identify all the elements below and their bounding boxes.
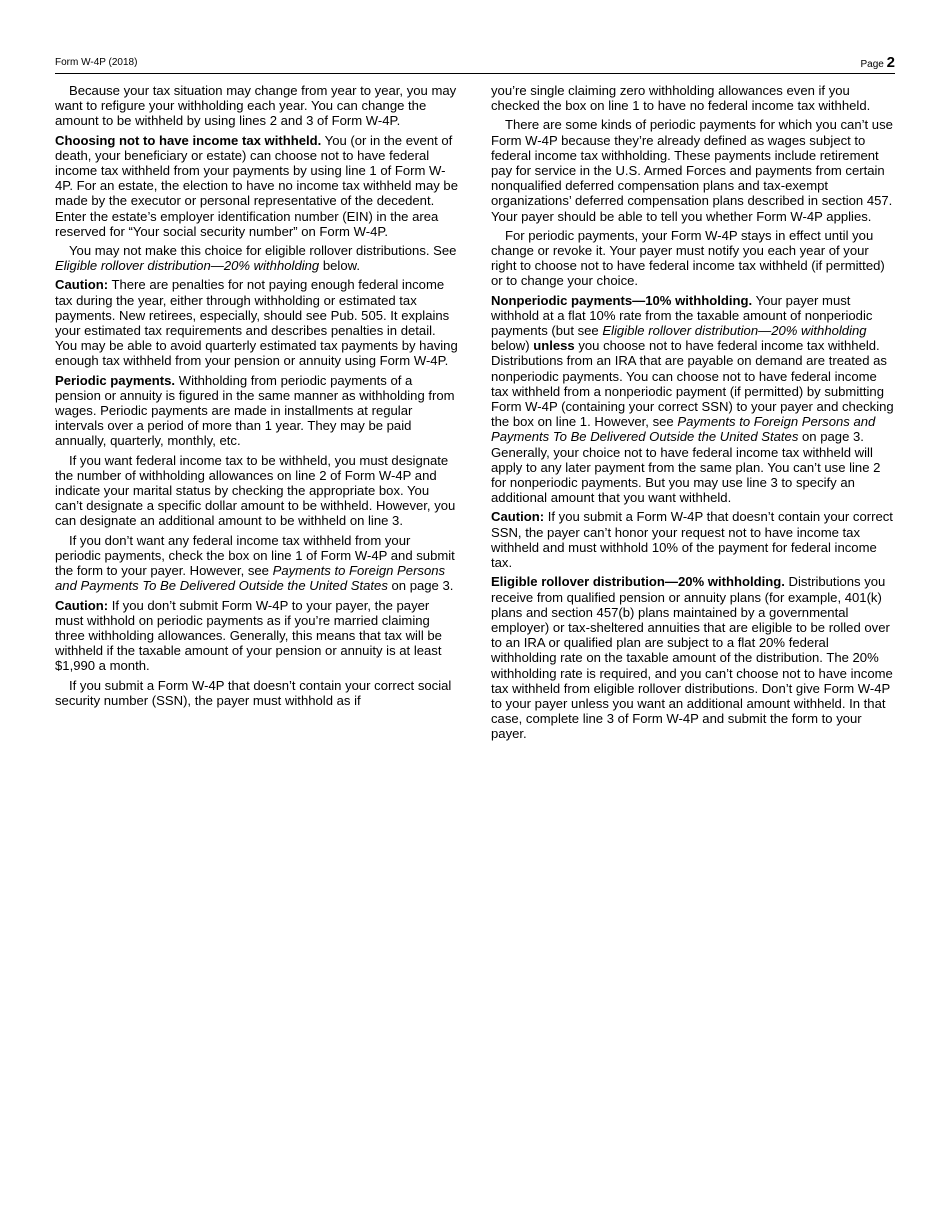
header-rule (55, 73, 895, 74)
paragraph: Nonperiodic payments—10% withholding. Your payer must withhold at a flat 10% rate from the taxable amount of nonperiodic payments (but see Eligible rollover distribution—20% withholding below) unless you choose not to have federal income tax withheld. Distributions from an IRA that are payable on demand are treated as nonperiodic payments. You can choose not to have federal income tax withheld from a nonperiodic payment (if permitted) by submitting Form W-4P (containing your correct SSN) to your payer and checking the box on line 1. However, see Payments to Foreign Persons and Payments To Be Delivered Outside the United States on page 3. Generally, your choice not to have federal income tax withheld will apply to any later payment from the same plan. You can’t use line 2 for nonperiodic payments. But you may use line 3 to specify an additional amount that you want withheld. (491, 292, 894, 506)
paragraph: You may not make this choice for eligible rollover distributions. See Eligible rollover distribution—20% withholding below. (55, 243, 457, 274)
paragraph: Because your tax situation may change from year to year, you may want to refigure your withholding each year. You can change the amount to be withheld by using lines 2 and 3 of Form W-4P. (55, 83, 457, 129)
right-column (491, 83, 894, 746)
paragraph: Choosing not to have income tax withheld. You (or in the event of death, your beneficiary or estate) can choose not to have federal income tax withheld from your payments by using line 1 of Form W-4P. For an estate, the election to have no income tax withheld may be made by the executor or personal representative of the decedent. Enter the estate’s employer identification number (EIN) in the area reserved for “Your social security number” on Form W-4P. (55, 132, 458, 239)
paragraph: If you submit a Form W-4P that doesn’t contain your correct social security number (SSN), the payer must withhold as if (55, 677, 452, 708)
page-word: Page (860, 59, 884, 70)
left-column (55, 83, 458, 712)
page-header (55, 54, 895, 72)
paragraph: Caution: If you don’t submit Form W-4P to your payer, the payer must withhold on periodic payments as if you’re married claiming three withholding allowances. Generally, this means that tax will be withheld if the taxable amount of your pension or annuity is at least $1,990 a month. (55, 597, 442, 674)
paragraph: you’re single claiming zero withholding allowances even if you checked the box on line 1 to have no federal income tax withheld. (491, 83, 871, 114)
paragraph: Eligible rollover distribution—20% withholding. Distributions you receive from qualified pension or annuity plans (for example, 401(k) plans and section 457(b) plans maintained by a governmental employer) or tax-sheltered annuities that are eligible to be rolled over to an IRA or qualified plan are subject to a flat 20% federal withholding rate on the taxable amount of the distribution. The 20% withholding rate is required, and you can’t choose not to have income tax withheld from eligible rollover distributions. Don’t give Form W-4P to your payer unless you want an additional amount withheld. In that case, complete line 3 of Form W-4P and submit the form to your payer. (491, 574, 893, 742)
page-number: 2 (886, 54, 895, 71)
form-label: Form W-4P (2018) (55, 57, 138, 68)
paragraph: There are some kinds of periodic payments for which you can’t use Form W-4P because they’re already defined as wages subject to federal income tax withholding. These payments include retirement pay for service in the U.S. Armed Forces and payments from certain nonqualified deferred compensation plans and tax-exempt organizations’ deferred compensation plans described in section 457. Your payer should be able to tell you whether Form W-4P applies. (491, 117, 893, 224)
paragraph: If you want federal income tax to be withheld, you must designate the number of withholding allowances on line 2 of Form W-4P and indicate your marital status by checking the appropriate box. You can’t designate a specific dollar amount to be withheld. However, you can designate an additional amount to be withheld on line 3. (55, 452, 456, 529)
paragraph: Caution: There are penalties for not paying enough federal income tax during the year, either through withholding or estimated tax payments. New retirees, especially, should see Pub. 505. It explains your estimated tax requirements and describes penalties in detail. You may be able to avoid quarterly estimated tax payments by having enough tax withheld from your pension or annuity using Form W-4P. (55, 277, 458, 369)
paragraph: Periodic payments. Withholding from periodic payments of a pension or annuity is figured in the same manner as withholding from wages. Periodic payments are made in installments at regular intervals over a period of more than 1 year. They may be paid annually, quarterly, monthly, etc. (55, 372, 455, 449)
paragraph: Caution: If you submit a Form W-4P that doesn’t contain your correct SSN, the payer can’t honor your request not to have income tax withheld and must withhold 10% of the payment for federal income tax. (491, 509, 893, 571)
paragraph: For periodic payments, your Form W-4P stays in effect until you change or revoke it. Your payer must notify you each year of your right to choose not to have federal income tax withheld (if permitted) or to change your choice. (491, 227, 885, 289)
paragraph: If you don’t want any federal income tax withheld from your periodic payments, check the box on line 1 of Form W-4P and submit the form to your payer. However, see Payments to Foreign Persons and Payments To Be Delivered Outside the United States on page 3. (55, 532, 455, 594)
page-indicator (861, 54, 895, 71)
